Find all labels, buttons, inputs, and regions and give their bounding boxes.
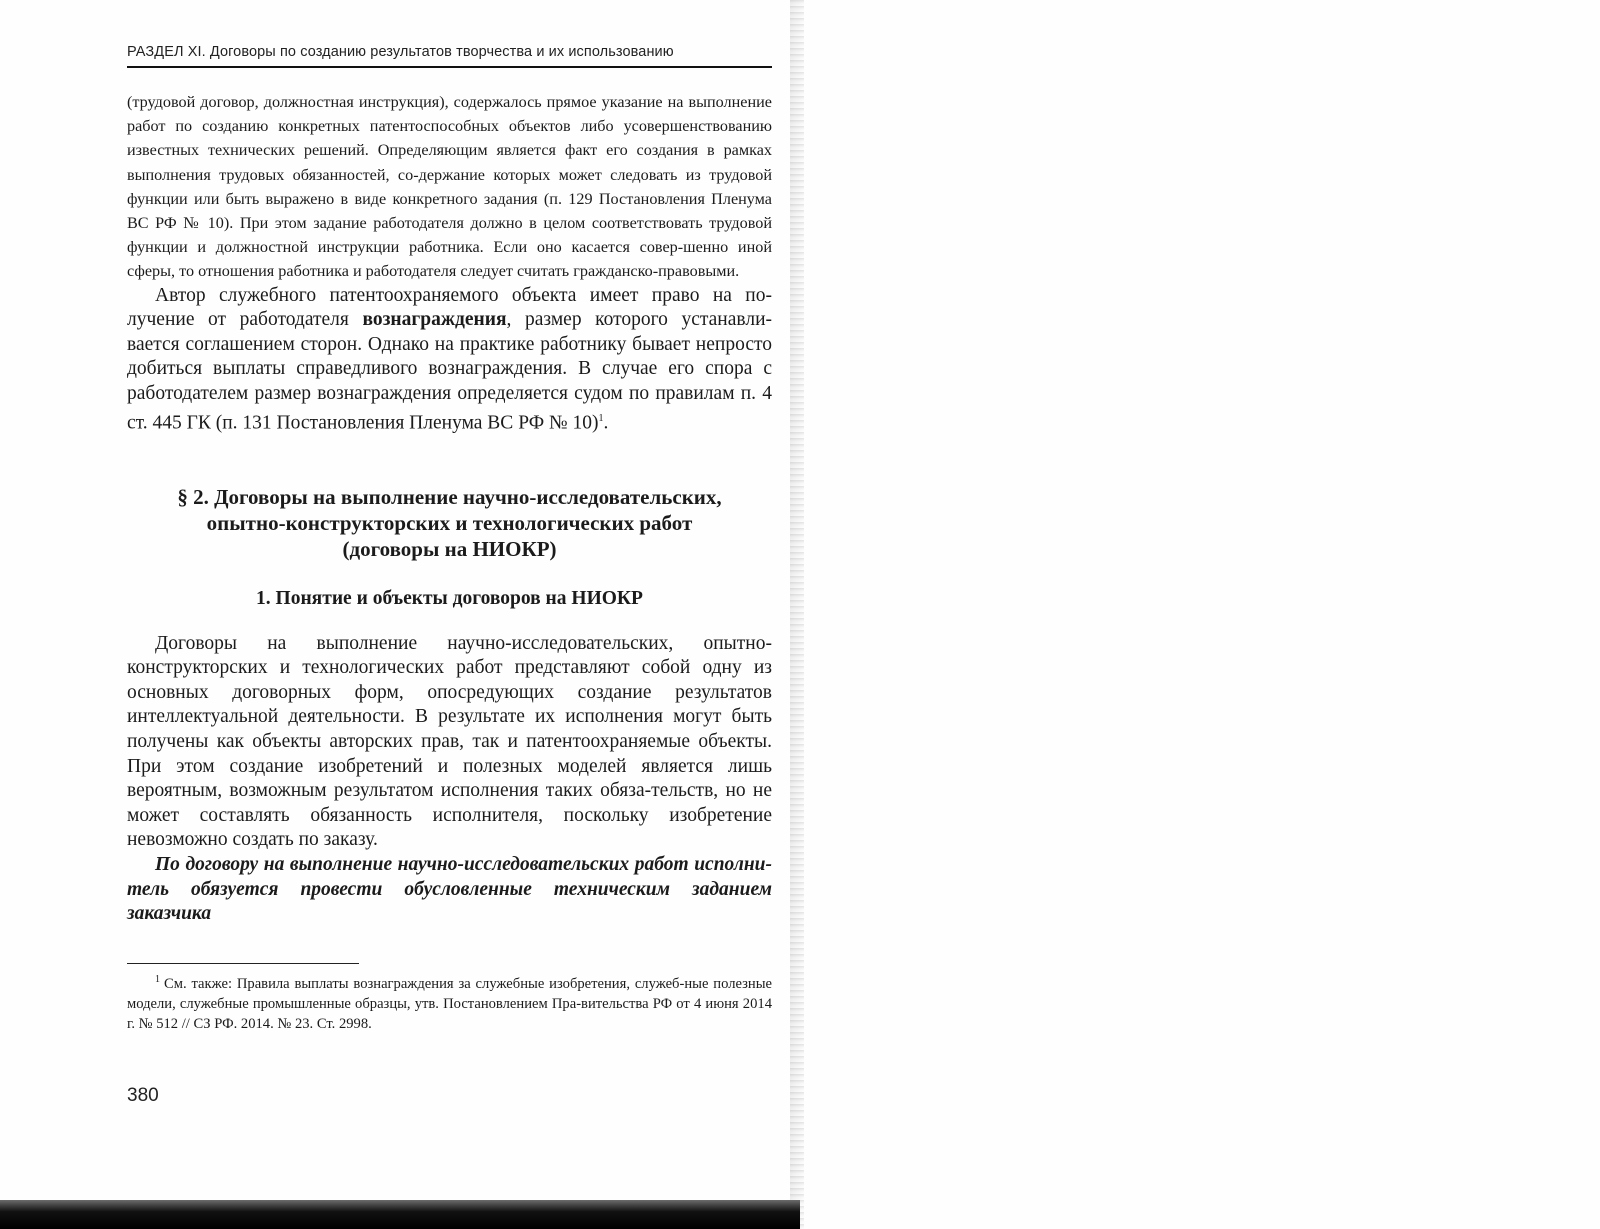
body-text	[127, 90, 772, 436]
paragraph-2	[127, 284, 772, 436]
page-number: 380	[127, 1085, 159, 1106]
scan-bottom-edge	[0, 1200, 800, 1229]
paragraph-2-part-a: Автор служебного патентоохраняемого объекта имеет право на по-лучение от работодателя	[127, 284, 772, 331]
paragraph-2-bold-term: вознаграждения	[362, 309, 507, 331]
scan-gutter	[790, 0, 804, 1229]
paragraph-3: Договоры на выполнение научно-исследовательских, опытно-конструкторских и технологических работ представляют собой одну из основных договорных форм, опосредующих создание результатов интеллектуальной деятельности. В результате их исполнения могут быть получены как объекты авторских прав, так и патентоохраняемые объекты. При этом создание изобретений и полезных моделей является лишь вероятным, возможным результатом исполнения таких обяза-тельств, но не может составлять обязанность исполнителя, поскольку изобретение невозможно создать по заказу.	[127, 632, 772, 851]
paragraph-2-end: .	[603, 412, 609, 434]
section-title-line-3: (договоры на НИОКР)	[342, 536, 557, 561]
footnote-rule	[127, 963, 359, 964]
footnote	[127, 970, 772, 1034]
running-header: РАЗДЕЛ XI. Договоры по созданию результатов творчества и их использованию	[127, 44, 674, 60]
paragraph-2-part-b: , размер которого устанавли-вается соглашением сторон. Однако на практике работнику бывает непросто добиться выплаты справедливого вознаграждения. В случае его спора с работодателем размер вознаграждения определяется судом по правилам п. 4 ст. 445 ГК (п. 131 Постановления Пленума ВС РФ № 10)	[127, 309, 772, 434]
paragraph-4: По договору на выполнение научно-исследовательских работ исполни-тель обязуется провести обусловленные техническим заданием заказчика	[127, 854, 772, 925]
section-body	[127, 632, 772, 927]
footnote-mark: 1	[155, 973, 160, 985]
footnote-text: См. также: Правила выплаты вознаграждения за служебные изобретения, служеб-ные полезные модели, служебные промышленные образцы, утв. Постановлением Пра-вительства РФ от 4 июня 2014 г. № 512 // СЗ РФ. 2014. № 23. Ст. 2998.	[127, 975, 772, 1032]
section-title-line-1: § 2. Договоры на выполнение научно-исследовательских,	[177, 484, 722, 509]
section-title-line-2: опытно-конструкторских и технологических работ	[206, 510, 693, 535]
section-title	[127, 484, 772, 562]
footnote-ref[interactable]: 1	[598, 412, 604, 424]
header-rule	[127, 66, 772, 68]
paragraph-1: (трудовой договор, должностная инструкция), содержалось прямое указание на выполнение работ по созданию конкретных патентоспособных объектов либо усовершенствованию известных технических решений. Определяющим является факт его создания в рамках выполнения трудовых обязанностей, со-держание которых может следовать из трудовой функции или быть выражено в виде конкретного задания (п. 129 Постановления Пленума ВС РФ № 10). При этом задание работодателя должно в целом соответствовать трудовой функции и должностной инструкции работника. Если оно касается совер-шенно иной сферы, то отношения работника и работодателя следует считать гражданско-правовыми.	[127, 93, 772, 281]
book-page	[127, 40, 772, 1180]
subsection-title: 1. Понятие и объекты договоров на НИОКР	[256, 587, 643, 609]
